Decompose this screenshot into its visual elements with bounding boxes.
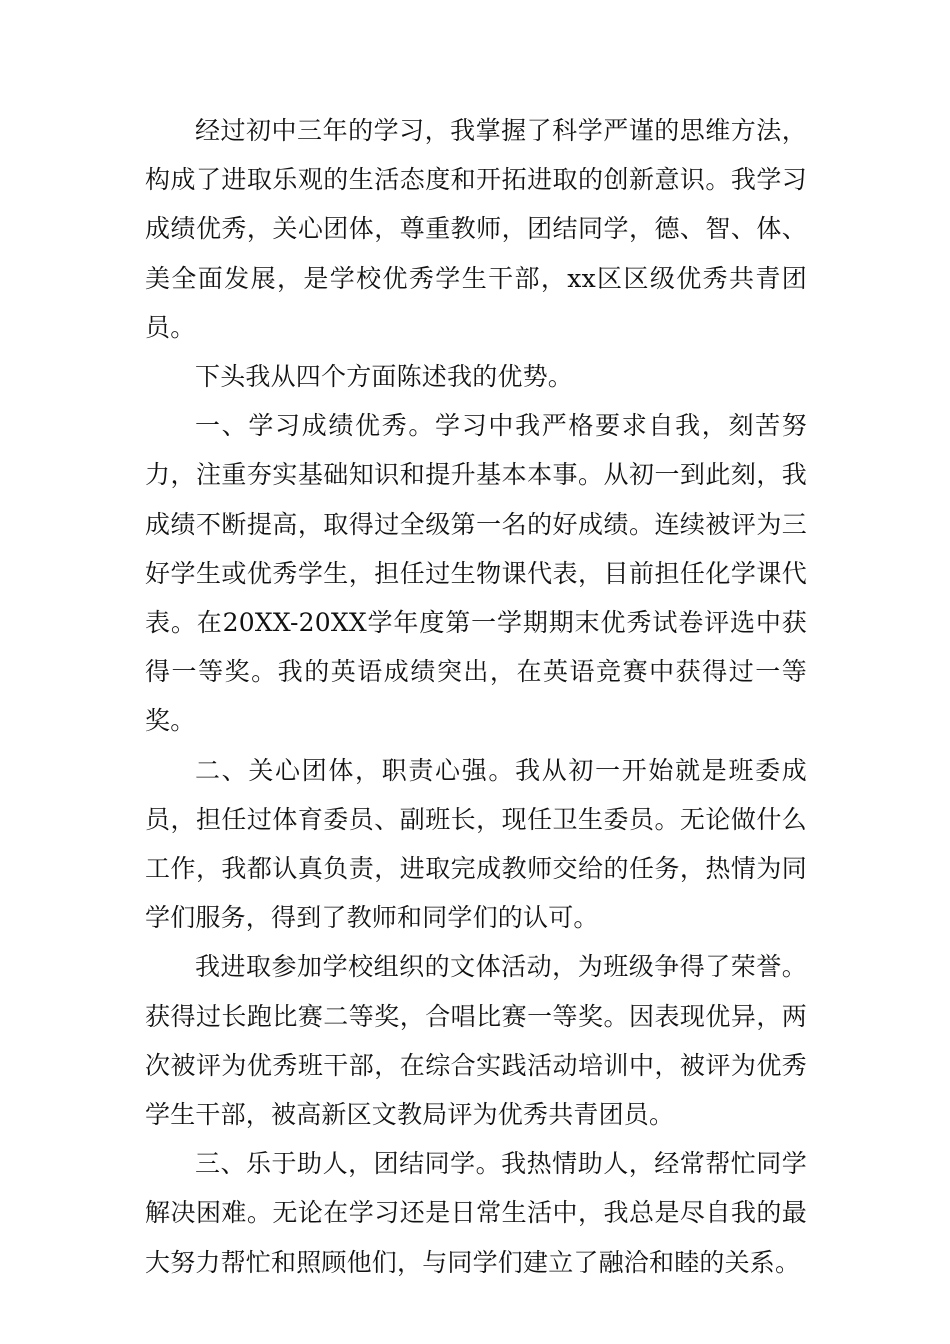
paragraph-intro: 经过初中三年的学习，我掌握了科学严谨的思维方法，构成了进取乐观的生活态度和开拓进取的创新意识。我学习成绩优秀，关心团体，尊重教师，团结同学，德、智、体、美全面发展，是学校优秀学生干部，xx区区级优秀共青团员。 [145,116,807,342]
paragraph-overview: 下头我从四个方面陈述我的优势。 [195,362,574,392]
paragraph-academic: 一、学习成绩优秀。学习中我严格要求自我，刻苦努力，注重夯实基础知识和提升基本本事。从初一到此刻，我成绩不断提高，取得过全级第一名的好成绩。连续被评为三好学生或优秀学生，担任过生物课代表，目前担任化学课代表。在20XX-20XX学年度第一学期期末优秀试卷评选中获得一等奖。我的英语成绩突出，在英语竞赛中获得过一等奖。 [145,411,807,736]
paragraph-responsibility: 二、关心团体，职责心强。我从初一开始就是班委成员，担任过体育委员、副班长，现任卫生委员。无论做什么工作，我都认真负责，进取完成教师交给的任务，热情为同学们服务，得到了教师和同学们的认可。 [145,755,807,933]
document-body [145,106,807,1287]
paragraph-activities: 我进取参加学校组织的文体活动，为班级争得了荣誉。获得过长跑比赛二等奖，合唱比赛一等奖。因表现优异，两次被评为优秀班干部，在综合实践活动培训中，被评为优秀学生干部，被高新区文教局评为优秀共青团员。 [145,952,807,1130]
paragraph-helpfulness: 三、乐于助人，团结同学。我热情助人，经常帮忙同学解决困难。无论在学习还是日常生活中，我总是尽自我的最大努力帮忙和照顾他们，与同学们建立了融洽和睦的关系。 [145,1149,807,1277]
